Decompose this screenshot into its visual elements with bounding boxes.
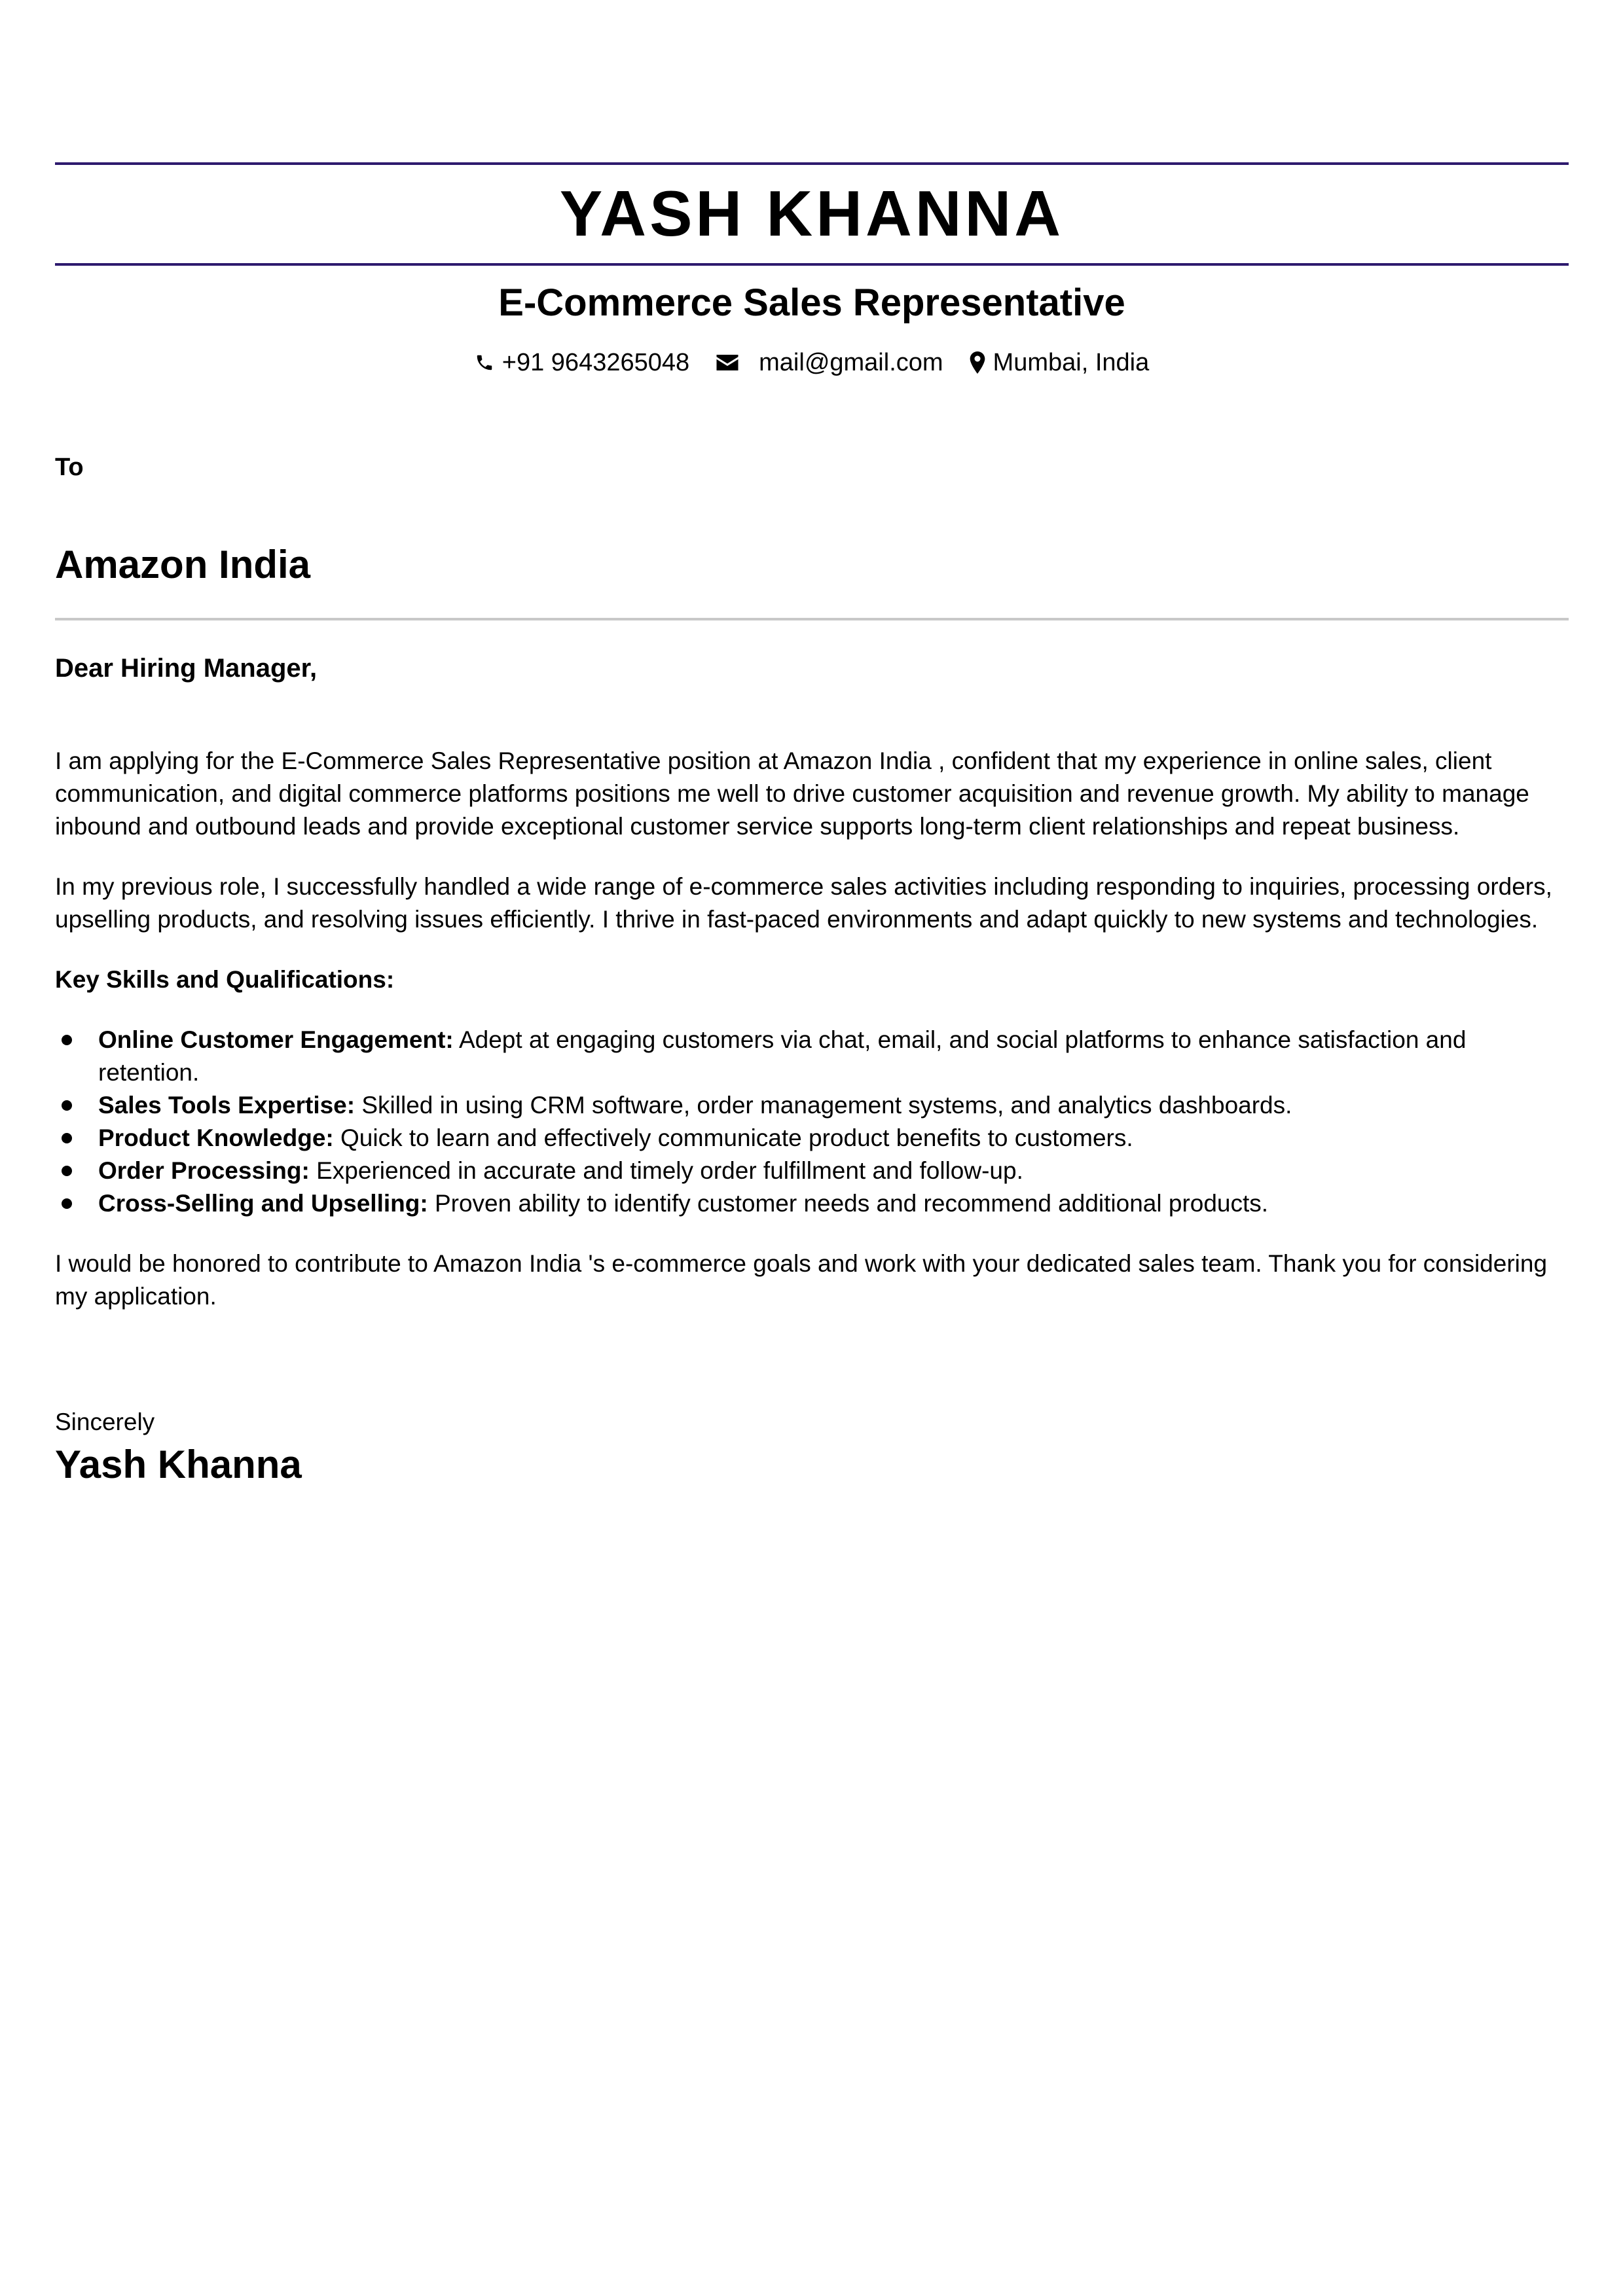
header-top-rule: [55, 162, 1569, 165]
skills-list: [55, 1024, 1569, 1220]
skill-item: [98, 1122, 1569, 1155]
email-address: mail@gmail.com: [759, 349, 943, 376]
location-text: Mumbai, India: [993, 349, 1150, 376]
skill-label: Product Knowledge:: [98, 1124, 334, 1151]
signature-name: Yash Khanna: [55, 1443, 302, 1486]
skill-label: Online Customer Engagement:: [98, 1026, 454, 1053]
job-title: E-Commerce Sales Representative: [498, 281, 1125, 324]
skill-label: Sales Tools Expertise:: [98, 1092, 356, 1119]
recipient-company: Amazon India: [55, 543, 311, 586]
envelope-icon: [716, 353, 739, 372]
salutation: Dear Hiring Manager,: [55, 654, 318, 683]
skill-item: [98, 1187, 1569, 1220]
skill-item: [98, 1089, 1569, 1122]
closing-text: Sincerely: [55, 1408, 155, 1435]
skill-text: Experienced in accurate and timely order fulfillment and follow-up.: [309, 1157, 1023, 1184]
contact-phone: [475, 347, 689, 378]
closing-block: [55, 1406, 302, 1488]
applicant-name: YASH KHANNA: [559, 177, 1065, 249]
skill-label: Order Processing:: [98, 1157, 310, 1184]
skill-text: Quick to learn and effectively communicate product benefits to customers.: [333, 1124, 1133, 1151]
skill-text: Proven ability to identify customer needs and recommend additional products.: [428, 1190, 1269, 1217]
skill-item: [98, 1024, 1569, 1089]
header-bottom-rule: [55, 263, 1569, 266]
phone-number: +91 9643265048: [501, 349, 690, 376]
skill-text: Adept at engaging customers via chat, email, and social platforms to enhance satisfaction and retention.: [98, 1026, 1467, 1086]
to-label: To: [55, 454, 84, 481]
phone-icon: [475, 351, 494, 374]
skills-heading: Key Skills and Qualifications:: [55, 966, 395, 993]
letter-body: [55, 745, 1569, 1340]
map-marker-icon: [970, 351, 985, 374]
body-paragraph: I am applying for the E-Commerce Sales Representative position at Amazon India , confident that my experience in online sales, client communication, and digital commerce platforms positions me well to drive customer acquisition and revenue growth. My ability to manage inbound and outbound leads and provide exceptional customer service supports long-term client relationships and repeat business.: [55, 747, 1529, 840]
skill-item: [98, 1155, 1569, 1187]
contact-location: [970, 347, 1150, 378]
contact-email: [716, 347, 943, 378]
contact-row: [55, 347, 1569, 378]
skill-text: Skilled in using CRM software, order management systems, and analytics dashboards.: [355, 1092, 1292, 1119]
recipient-divider: [55, 618, 1569, 620]
closing-paragraph: I would be honored to contribute to Amazon India 's e-commerce goals and work with your dedicated sales team. Thank you for considering my application.: [55, 1250, 1548, 1310]
body-paragraph: In my previous role, I successfully handled a wide range of e-commerce sales activities including responding to inquiries, processing orders, upselling products, and resolving issues efficiently. I thrive in fast-paced environments and adapt quickly to new systems and technologies.: [55, 873, 1552, 933]
skill-label: Cross-Selling and Upselling:: [98, 1190, 428, 1217]
